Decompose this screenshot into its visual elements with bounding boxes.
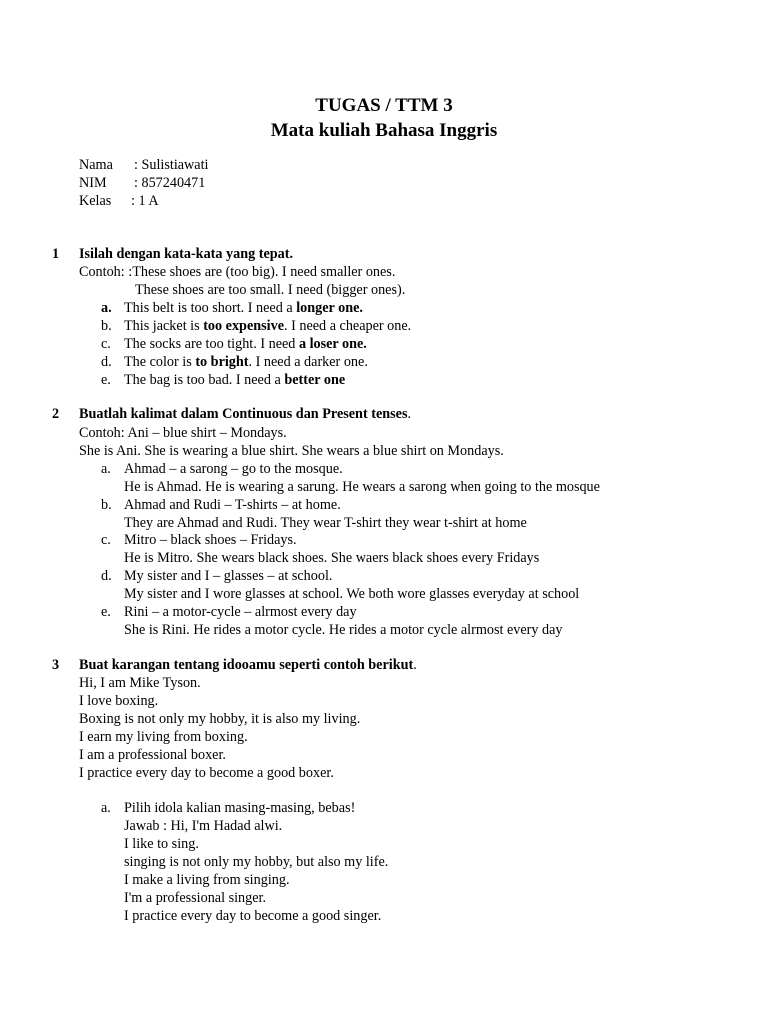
document-title: TUGAS / TTM 3 xyxy=(315,95,453,116)
q2-item-e-prompt: Rini – a motor-cycle – alrmost every day xyxy=(124,604,357,620)
q3-answer-line: I make a living from singing. xyxy=(124,872,290,888)
q2-item-a-prompt: Ahmad – a sarong – go to the mosque. xyxy=(124,461,343,477)
q2-item-c-letter: c. xyxy=(101,532,111,548)
identity-value-nim: : 857240471 xyxy=(134,175,206,191)
q2-item-c-prompt: Mitro – black shoes – Fridays. xyxy=(124,532,297,548)
q2-item-d-letter: d. xyxy=(101,568,112,584)
q1-item-d: The color is to bright. I need a darker one. xyxy=(124,354,368,370)
q1-item-e: The bag is too bad. I need a better one xyxy=(124,372,346,388)
q3-example-line: Boxing is not only my hobby, it is also my living. xyxy=(79,711,361,727)
q2-item-e-letter: e. xyxy=(101,604,111,620)
q2-item-e-answer: She is Rini. He rides a motor cycle. He rides a motor cycle alrmost every day xyxy=(124,622,563,638)
q3-answer-line: singing is not only my hobby, but also my life. xyxy=(124,854,389,870)
q3-answer-line: I'm a professional singer. xyxy=(124,890,267,906)
q3-answer-line: Jawab : Hi, I'm Hadad alwi. xyxy=(124,818,283,834)
q3-task-letter: a. xyxy=(101,800,111,816)
q2-item-d-answer: My sister and I wore glasses at school. We both wore glasses everyday at school xyxy=(124,586,580,602)
q2-item-c-answer: He is Mitro. She wears black shoes. She waers black shoes every Fridays xyxy=(124,550,540,566)
q3-task-prompt: Pilih idola kalian masing-masing, bebas! xyxy=(124,800,356,816)
q1-item-b-letter: b. xyxy=(101,318,112,334)
q1-item-d-letter: d. xyxy=(101,354,112,370)
q3-answer-line: I practice every day to become a good singer. xyxy=(124,908,382,924)
identity-value-nama: : Sulistiawati xyxy=(134,157,209,173)
q2-item-a-answer: He is Ahmad. He is wearing a sarung. He wears a sarong when going to the mosque xyxy=(124,479,600,495)
question-3-heading: Buat karangan tentang idooamu seperti contoh berikut. xyxy=(79,657,417,673)
question-3-number: 3 xyxy=(52,657,60,673)
question-2-number: 2 xyxy=(52,406,60,422)
identity-label-nama: Nama xyxy=(79,157,113,173)
q1-item-c: The socks are too tight. I need a loser one. xyxy=(124,336,367,352)
q3-example-line: I earn my living from boxing. xyxy=(79,729,248,745)
question-1-heading: Isilah dengan kata-kata yang tepat. xyxy=(79,246,294,262)
question-2-example-2: She is Ani. She is wearing a blue shirt. She wears a blue shirt on Mondays. xyxy=(79,443,504,459)
q1-item-c-letter: c. xyxy=(101,336,111,352)
question-1-example-1: Contoh: :These shoes are (too big). I need smaller ones. xyxy=(79,264,396,280)
question-1-example-2: These shoes are too small. I need (bigger ones). xyxy=(135,282,406,298)
document-subtitle: Mata kuliah Bahasa Inggris xyxy=(270,120,498,141)
question-2-heading: Buatlah kalimat dalam Continuous dan Present tenses. xyxy=(79,406,412,422)
q1-item-a-letter: a. xyxy=(101,300,112,316)
q2-item-d-prompt: My sister and I – glasses – at school. xyxy=(124,568,333,584)
q1-item-e-letter: e. xyxy=(101,372,111,388)
q3-answer-line: I like to sing. xyxy=(124,836,199,852)
q2-item-b-answer: They are Ahmad and Rudi. They wear T-shirt they wear t-shirt at home xyxy=(124,515,527,531)
q2-item-b-letter: b. xyxy=(101,497,112,513)
q3-example-line: I love boxing. xyxy=(79,693,159,709)
q1-item-a: This belt is too short. I need a longer one. xyxy=(124,300,363,316)
q2-item-b-prompt: Ahmad and Rudi – T-shirts – at home. xyxy=(124,497,341,513)
q2-item-a-letter: a. xyxy=(101,461,111,477)
q1-item-b: This jacket is too expensive. I need a cheaper one. xyxy=(124,318,412,334)
question-2-example-1: Contoh: Ani – blue shirt – Mondays. xyxy=(79,425,287,441)
identity-label-kelas: Kelas xyxy=(79,193,112,209)
q3-example-line: I am a professional boxer. xyxy=(79,747,226,763)
question-1-number: 1 xyxy=(52,246,60,262)
identity-label-nim: NIM xyxy=(79,175,107,191)
q3-example-line: Hi, I am Mike Tyson. xyxy=(79,675,201,691)
q3-example-line: I practice every day to become a good boxer. xyxy=(79,765,334,781)
identity-value-kelas: : 1 A xyxy=(131,193,159,209)
